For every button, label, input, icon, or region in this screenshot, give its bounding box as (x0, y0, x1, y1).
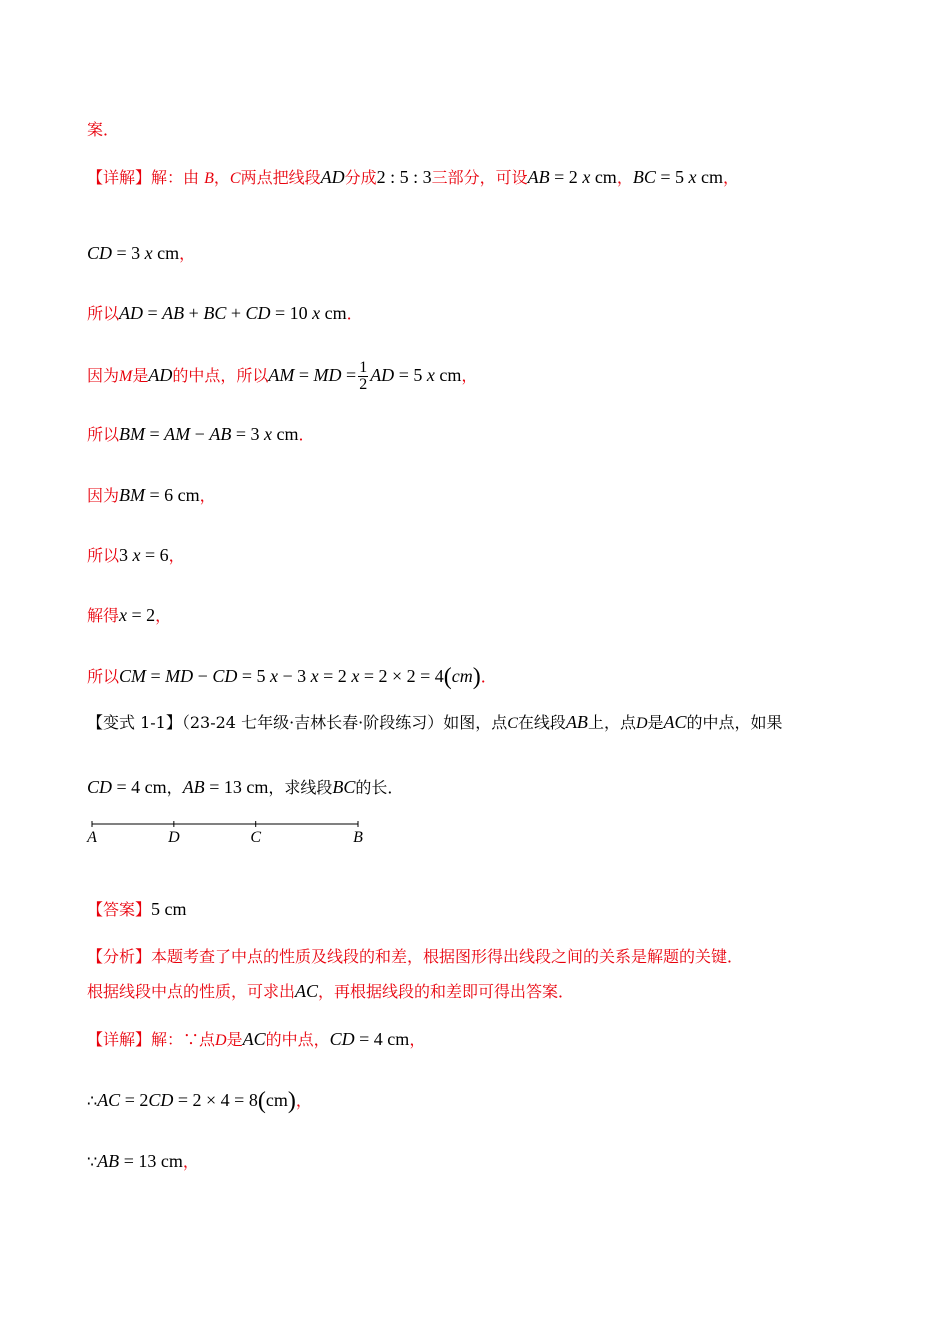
text-line-4: 所以AD = AB + BC + CD = 10 x cm． (87, 303, 363, 323)
text-line-8: 所以3 x = 6， (87, 545, 185, 565)
detail-label-2: 【详解】 (87, 1030, 152, 1049)
detail-line-2: ∴AC = 2CD = 2 × 4 = 8(cm)， (87, 1088, 312, 1114)
point-label-c: C (250, 829, 262, 846)
analysis-line-1: 【分析】本题考查了中点的性质及线段的和差，根据图形得出线段之间的关系是解题的关键． (87, 947, 744, 966)
detail-label: 【详解】 (87, 168, 152, 187)
point-label-a: A (87, 829, 97, 846)
line-segment-figure (86, 818, 376, 848)
text-line-9: 解得x = 2， (87, 605, 172, 625)
detail-line-1: 【详解】解：∵点D是AC的中点，CD = 4 cm， (87, 1029, 426, 1049)
text-line-6: 所以BM = AM − AB = 3 x cm． (87, 424, 315, 444)
analysis-line-2: 根据线段中点的性质，可求出AC，再根据线段的和差即可得出答案． (87, 981, 575, 1001)
variant-problem-line-1: 【变式 1-1】（23-24 七年级·吉林长春·阶段练习）如图，点C在线段AB上，点D是AC的中点，如果 (87, 712, 783, 732)
analysis-label: 【分析】 (87, 947, 152, 966)
because-symbol: ∵ (87, 1152, 98, 1171)
text-line-10: 所以CM = MD − CD = 5 x − 3 x = 2 x = 2 × 2 = 4(cm)． (87, 664, 497, 690)
variant-problem-line-2: CD = 4 cm，AB = 13 cm，求线段BC的长． (87, 777, 404, 797)
fraction-one-half: $\frac{1}{2}$ (359, 359, 368, 393)
answer-value: 5 cm (151, 899, 187, 919)
variant-label: 【变式 1-1】 (87, 713, 182, 732)
answer-label: 【答案】 (87, 900, 152, 919)
text-line-1 (87, 119, 119, 141)
detail-line-3: ∵AB = 13 cm， (87, 1151, 199, 1171)
continuation-text: 案． (87, 120, 120, 139)
point-label-d: D (168, 829, 180, 846)
point-label-b: B (353, 829, 363, 846)
text-line-5: 因为M是AD的中点，所以AM = MD = $\frac{1}{2}$ AD = 5 x cm， (87, 359, 478, 393)
therefore-symbol: ∴ (87, 1091, 98, 1110)
answer-line (87, 898, 187, 921)
text-line-7: 因为BM = 6 cm， (87, 485, 216, 505)
text-line-3: CD = 3 x cm， (87, 243, 196, 263)
text-line-2: 【详解】解：由 B，C两点把线段AD分成2 : 5 : 3三部分，可设AB = 2 x cm，BC = 5 x cm， (87, 167, 740, 187)
